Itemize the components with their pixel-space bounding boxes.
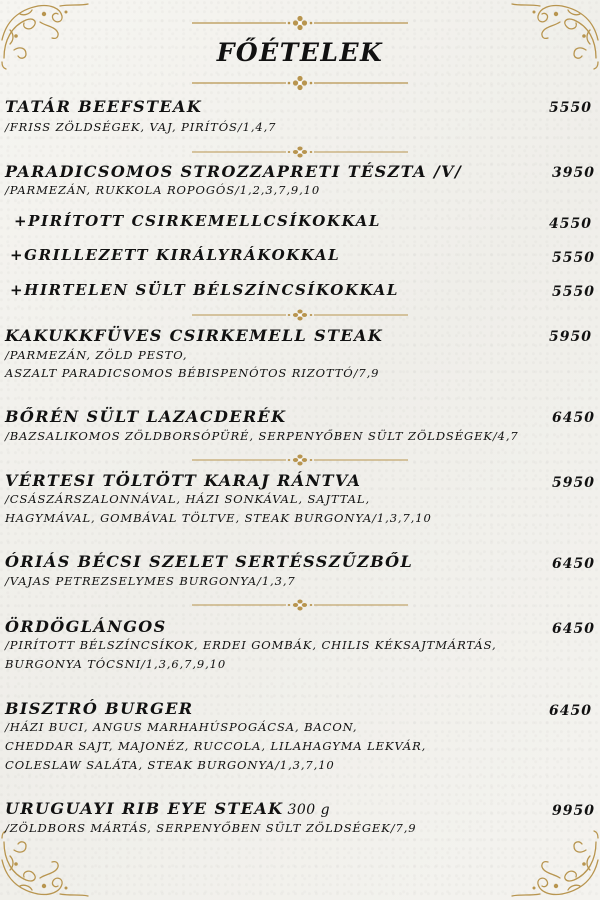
dish-name-text: URUGUAYI RIB EYE STEAK [5, 799, 284, 818]
dish-name: TATÁR BEEFSTEAK [5, 97, 203, 116]
dish-price: 5950 [552, 475, 595, 491]
dish-description: /CSÁSZÁRSZALONNÁVAL, HÁZI SONKÁVAL, SAJTTAL, [5, 492, 371, 506]
dish-price: 5550 [549, 100, 592, 116]
dish-description: HAGYMÁVAL, GOMBÁVAL TÖLTVE, STEAK BURGONYA/1,3,7,10 [5, 511, 432, 525]
dish-description: /FRISS ZÖLDSÉGEK, VAJ, PIRÍTÓS/1,4,7 [5, 120, 277, 134]
dish-price: 5550 [552, 284, 595, 300]
dish-name [5, 799, 330, 818]
dish-description: /ZÖLDBORS MÁRTÁS, SERPENYŐBEN SÜLT ZÖLDSÉGEK/7,9 [5, 821, 417, 835]
dish-description: /PARMEZÁN, RUKKOLA ROPOGÓS/1,2,3,7,9,10 [5, 183, 321, 197]
dish-price: 9950 [552, 803, 595, 819]
corner-ornament-icon [510, 830, 600, 900]
dish-option: +PIRÍTOTT CSIRKEMELLCSÍKOKKAL [14, 212, 381, 230]
dish-name: ÖRDÖGLÁNGOS [5, 617, 167, 636]
dish-description: COLESLAW SALÁTA, STEAK BURGONYA/1,3,7,10 [5, 758, 335, 772]
dish-price: 5950 [549, 329, 592, 345]
fleuron-divider-icon [190, 14, 410, 32]
dish-description: /HÁZI BUCI, ANGUS MARHAHÚSPOGÁCSA, BACON, [5, 720, 358, 734]
dish-name: ÓRIÁS BÉCSI SZELET SERTÉSSZŰZBŐL [5, 552, 414, 571]
dish-description: BURGONYA TÓCSNI/1,3,6,7,9,10 [5, 657, 227, 671]
dish-description: /PARMEZÁN, ZÖLD PESTO, [5, 348, 188, 362]
dish-description: /PIRÍTOTT BÉLSZÍNCSÍKOK, ERDEI GOMBÁK, CHILIS KÉKSAJTMÁRTÁS, [5, 638, 497, 652]
dish-name: VÉRTESI TÖLTÖTT KARAJ RÁNTVA [5, 471, 362, 490]
dish-price: 6450 [549, 703, 592, 719]
page-title: FŐÉTELEK [216, 38, 384, 67]
dish-description: /BAZSALIKOMOS ZÖLDBORSÓPÜRÉ, SERPENYŐBEN SÜLT ZÖLDSÉGEK/4,7 [5, 429, 519, 443]
dish-name: BŐRÉN SÜLT LAZACDERÉK [5, 407, 287, 426]
dish-price: 6450 [552, 556, 595, 572]
dish-price: 5550 [552, 250, 595, 266]
fleuron-divider-icon [190, 598, 410, 612]
dish-price: 6450 [552, 410, 595, 426]
fleuron-divider-icon [190, 308, 410, 322]
fleuron-divider-icon [190, 145, 410, 159]
dish-name: PARADICSOMOS STROZZAPRETI TÉSZTA /V/ [5, 162, 463, 181]
dish-price: 4550 [549, 216, 592, 232]
fleuron-divider-icon [190, 453, 410, 467]
dish-option: +HIRTELEN SÜLT BÉLSZÍNCSÍKOKKAL [10, 281, 399, 299]
corner-ornament-icon [0, 830, 90, 900]
dish-weight: 300 g [287, 802, 331, 818]
dish-description: /VAJAS PETREZSELYMES BURGONYA/1,3,7 [5, 574, 296, 588]
dish-description: CHEDDAR SAJT, MAJONÉZ, RUCCOLA, LILAHAGYMA LEKVÁR, [5, 739, 427, 753]
dish-option: +GRILLEZETT KIRÁLYRÁKOKKAL [10, 246, 341, 264]
dish-description: ASZALT PARADICSOMOS BÉBISPENÓTOS RIZOTTÓ/7,9 [5, 366, 380, 380]
dish-name: BISZTRÓ BURGER [5, 699, 194, 718]
dish-price: 6450 [552, 621, 595, 637]
dish-price: 3950 [552, 165, 595, 181]
fleuron-divider-icon [190, 74, 410, 92]
dish-name: KAKUKKFÜVES CSIRKEMELL STEAK [5, 326, 384, 345]
